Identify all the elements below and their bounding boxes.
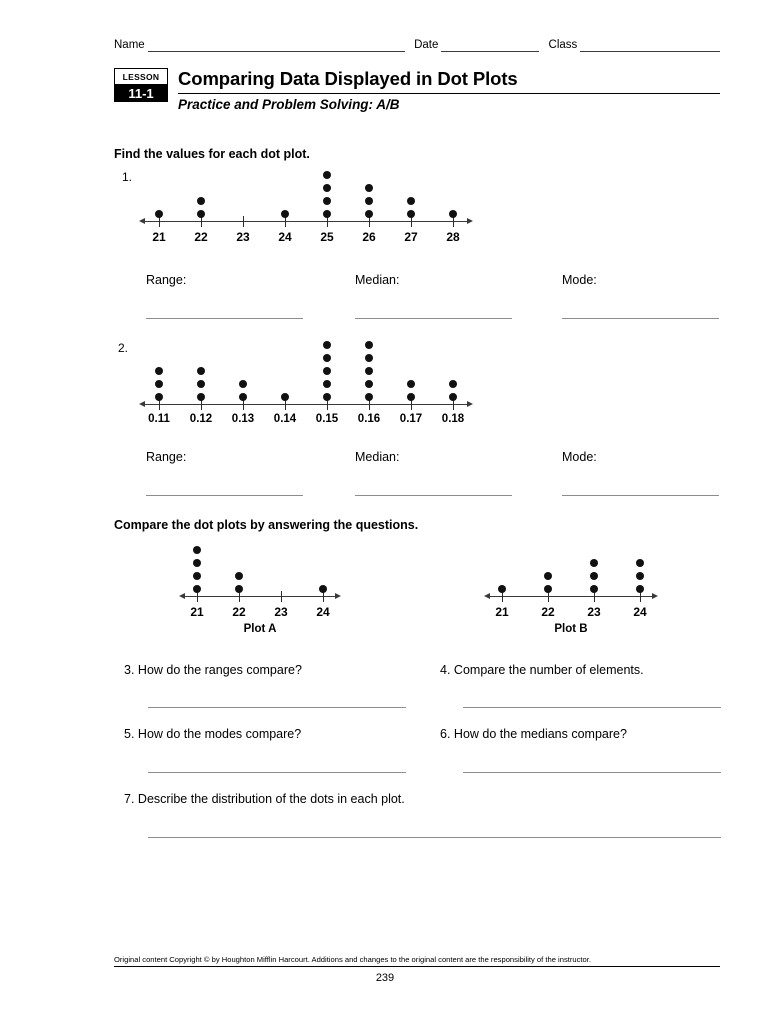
data-dot — [193, 546, 201, 554]
question-7-text: Describe the distribution of the dots in each plot. — [137, 792, 405, 806]
data-dot — [323, 354, 331, 362]
data-dot — [193, 559, 201, 567]
axis-tick-label: 23 — [236, 230, 250, 244]
median-label-2: Median: — [355, 450, 400, 464]
data-dot — [239, 393, 247, 401]
class-label: Class — [548, 39, 578, 51]
page-title: Comparing Data Displayed in Dot Plots — [178, 68, 518, 89]
data-dot — [197, 210, 205, 218]
plot-caption: Plot A — [243, 623, 277, 635]
class-input-line[interactable] — [580, 39, 720, 52]
dot-plot-a — [185, 543, 345, 635]
axis-tick-label: 26 — [362, 230, 376, 244]
axis-tick-label: 25 — [320, 230, 334, 244]
data-dot — [544, 585, 552, 593]
axis-line — [490, 596, 652, 597]
problem-1-number: 1. — [122, 170, 133, 184]
question-3 — [124, 663, 302, 677]
axis-line — [145, 221, 467, 222]
question-7 — [124, 792, 405, 806]
axis-arrow-right-icon — [652, 593, 658, 599]
question-4-number: 4. — [440, 663, 451, 677]
axis-tick-label: 21 — [190, 605, 204, 619]
data-dot — [235, 572, 243, 580]
data-dot — [365, 341, 373, 349]
axis-tick-label: 24 — [316, 605, 330, 619]
question-7-answer-line[interactable] — [148, 837, 721, 838]
data-dot — [155, 393, 163, 401]
question-3-answer-line[interactable] — [148, 707, 406, 708]
data-dot — [636, 585, 644, 593]
data-dot — [323, 393, 331, 401]
question-5-number: 5. — [124, 727, 135, 741]
data-dot — [197, 393, 205, 401]
dot-plot-b — [490, 543, 650, 635]
range-label-1: Range: — [146, 273, 187, 287]
data-dot — [323, 171, 331, 179]
plot-caption: Plot B — [554, 623, 588, 635]
axis-tick-label: 0.12 — [189, 413, 213, 425]
name-input-line[interactable] — [148, 39, 405, 52]
axis-tick-label: 24 — [278, 230, 292, 244]
data-dot — [197, 197, 205, 205]
data-dot — [590, 559, 598, 567]
axis-tick-label: 24 — [633, 605, 647, 619]
axis-tick-label: 0.14 — [273, 413, 297, 425]
question-3-text: How do the ranges compare? — [137, 663, 302, 677]
data-dot — [239, 380, 247, 388]
footer-copyright: Original content Copyright © by Houghton Mifflin Harcourt. Additions and changes to the original content are the responsibility of the instructor. — [114, 955, 591, 964]
axis-tick-label: 23 — [587, 605, 601, 619]
mode-label-2: Mode: — [562, 450, 597, 464]
data-dot — [449, 393, 457, 401]
axis-arrow-right-icon — [335, 593, 341, 599]
axis-tick-label: 0.13 — [231, 413, 255, 425]
data-dot — [193, 585, 201, 593]
axis-line — [185, 596, 335, 597]
question-5-answer-line[interactable] — [148, 772, 406, 773]
axis-tick-label: 21 — [495, 605, 509, 619]
date-input-line[interactable] — [441, 39, 539, 52]
axis-arrow-left-icon — [139, 401, 145, 407]
section-heading-find-values: Find the values for each dot plot. — [114, 147, 310, 161]
data-dot — [155, 210, 163, 218]
range-label-2: Range: — [146, 450, 187, 464]
axis-tick-label: 0.18 — [441, 413, 465, 425]
data-dot — [323, 184, 331, 192]
axis-tick-label: 0.11 — [148, 413, 170, 425]
data-dot — [323, 367, 331, 375]
data-dot — [155, 367, 163, 375]
question-4 — [440, 663, 644, 677]
data-dot — [449, 210, 457, 218]
median-answer-line-2[interactable] — [355, 495, 512, 496]
mode-answer-line-1[interactable] — [562, 318, 719, 319]
footer-divider — [114, 966, 720, 967]
data-dot — [407, 380, 415, 388]
page-number: 239 — [375, 972, 395, 984]
data-dot — [323, 380, 331, 388]
axis-tick-label: 27 — [404, 230, 418, 244]
axis-arrow-right-icon — [467, 218, 473, 224]
dot-plot-1 — [145, 168, 475, 243]
data-dot — [323, 341, 331, 349]
question-4-answer-line[interactable] — [463, 707, 721, 708]
range-answer-line-2[interactable] — [146, 495, 303, 496]
axis-tick-label: 22 — [232, 605, 246, 619]
axis-tick-label: 0.16 — [357, 413, 381, 425]
question-6 — [440, 727, 627, 741]
data-dot — [365, 354, 373, 362]
axis-tick-label: 22 — [541, 605, 555, 619]
data-dot — [590, 585, 598, 593]
data-dot — [498, 585, 506, 593]
lesson-badge-label: LESSON — [115, 69, 167, 85]
data-dot — [365, 197, 373, 205]
data-dot — [365, 184, 373, 192]
data-dot — [449, 380, 457, 388]
data-dot — [407, 393, 415, 401]
axis-tick-label: 0.17 — [399, 413, 423, 425]
data-dot — [235, 585, 243, 593]
data-dot — [323, 210, 331, 218]
date-label: Date — [414, 39, 439, 51]
median-answer-line-1[interactable] — [355, 318, 512, 319]
axis-tick-label: 28 — [446, 230, 460, 244]
data-dot — [365, 393, 373, 401]
question-4-text: Compare the number of elements. — [453, 663, 644, 677]
data-dot — [636, 572, 644, 580]
data-dot — [365, 380, 373, 388]
dot-plot-2 — [145, 338, 475, 425]
axis-line — [145, 404, 467, 405]
axis-tick — [243, 216, 244, 227]
data-dot — [281, 393, 289, 401]
data-dot — [544, 572, 552, 580]
question-6-answer-line[interactable] — [463, 772, 721, 773]
section-heading-compare-plots: Compare the dot plots by answering the questions. — [114, 518, 419, 532]
question-3-number: 3. — [124, 663, 135, 677]
data-dot — [590, 572, 598, 580]
data-dot — [281, 210, 289, 218]
problem-2-number: 2. — [118, 341, 129, 355]
axis-arrow-left-icon — [484, 593, 490, 599]
mode-label-1: Mode: — [562, 273, 597, 287]
data-dot — [636, 559, 644, 567]
data-dot — [323, 197, 331, 205]
lesson-badge-number: 11-1 — [115, 85, 167, 102]
student-info-row — [114, 34, 720, 52]
page-subtitle: Practice and Problem Solving: A/B — [178, 97, 400, 112]
question-5-text: How do the modes compare? — [137, 727, 302, 741]
name-label: Name — [114, 39, 145, 51]
axis-tick-label: 22 — [194, 230, 208, 244]
question-5 — [124, 727, 301, 741]
title-divider — [178, 93, 720, 94]
range-answer-line-1[interactable] — [146, 318, 303, 319]
data-dot — [407, 197, 415, 205]
data-dot — [407, 210, 415, 218]
axis-tick-label: 0.15 — [315, 413, 339, 425]
data-dot — [197, 367, 205, 375]
data-dot — [193, 572, 201, 580]
question-6-text: How do the medians compare? — [453, 727, 627, 741]
axis-arrow-left-icon — [179, 593, 185, 599]
lesson-badge — [114, 68, 168, 102]
data-dot — [319, 585, 327, 593]
data-dot — [365, 210, 373, 218]
question-7-number: 7. — [124, 792, 135, 806]
question-6-number: 6. — [440, 727, 451, 741]
median-label-1: Median: — [355, 273, 400, 287]
data-dot — [365, 367, 373, 375]
data-dot — [155, 380, 163, 388]
mode-answer-line-2[interactable] — [562, 495, 719, 496]
axis-arrow-left-icon — [139, 218, 145, 224]
axis-tick-label: 21 — [152, 230, 166, 244]
axis-arrow-right-icon — [467, 401, 473, 407]
axis-tick — [281, 591, 282, 602]
data-dot — [197, 380, 205, 388]
axis-tick-label: 23 — [274, 605, 288, 619]
